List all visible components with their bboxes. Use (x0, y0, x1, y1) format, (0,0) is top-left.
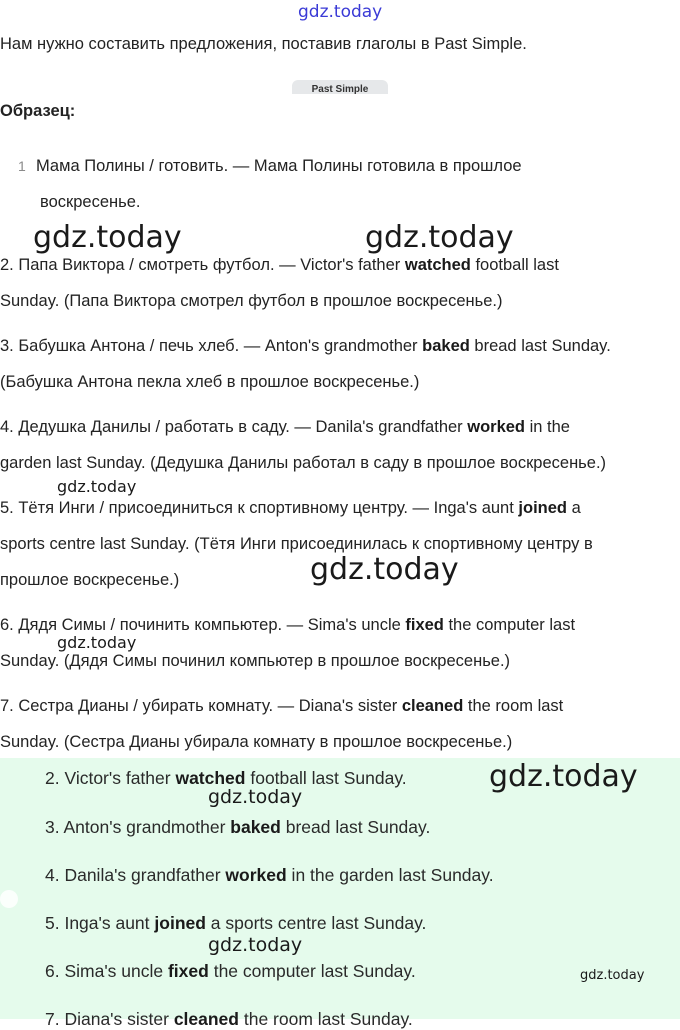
item-5-line-3: прошлое воскресенье.) (0, 571, 180, 589)
item-5-line-2: sports centre last Sunday. (Тётя Инги присоединилась к спортивному центру в (0, 535, 593, 553)
watermark-top: gdz.today (298, 2, 383, 22)
example-number: 1 (18, 158, 26, 174)
item-7-line-1: 7. Сестра Дианы / убирать комнату. — Diana's sister cleaned the room last (0, 697, 564, 715)
intro-text: Нам нужно составить предложения, поставив глаголы в Past Simple. (0, 35, 527, 53)
answer-2: 2. Victor's father watched football last Sunday. (45, 768, 407, 788)
answer-5: 5. Inga's aunt joined a sports centre last Sunday. (45, 913, 427, 933)
watermark: gdz.today (33, 220, 182, 255)
item-2-line-1: 2. Папа Виктора / смотреть футбол. — Victor's father watched football last (0, 256, 559, 274)
item-4-line-1: 4. Дедушка Данилы / работать в саду. — Danila's grandfather worked in the (0, 418, 570, 436)
watermark: gdz.today (57, 633, 137, 652)
item-5-line-1: 5. Тётя Инги / присоединиться к спортивному центру. — Inga's aunt joined a (0, 499, 581, 517)
watermark: gdz.today (310, 552, 459, 587)
item-3-line-2: (Бабушка Антона пекла хлеб в прошлое воскресенье.) (0, 373, 420, 391)
answer-3: 3. Anton's grandmother baked bread last Sunday. (45, 817, 431, 837)
play-icon[interactable] (0, 890, 18, 908)
watermark: gdz.today (57, 477, 137, 496)
watermark: gdz.today (208, 786, 303, 808)
item-6-line-1: 6. Дядя Симы / починить компьютер. — Sima's uncle fixed the computer last (0, 616, 576, 634)
answer-7: 7. Diana's sister cleaned the room last Sunday. (45, 1009, 413, 1029)
item-3-line-1: 3. Бабушка Антона / печь хлеб. — Anton's grandmother baked bread last Sunday. (0, 337, 611, 355)
example-line-1: Мама Полины / готовить. — Мама Полины готовила в прошлое (36, 157, 522, 175)
item-6-line-2: Sunday. (Дядя Симы починил компьютер в прошлое воскресенье.) (0, 652, 511, 670)
answer-6: 6. Sima's uncle fixed the computer last Sunday. (45, 961, 416, 981)
item-4-line-2: garden last Sunday. (Дедушка Данилы работал в саду в прошлое воскресенье.) (0, 454, 607, 472)
item-2-line-2: Sunday. (Папа Виктора смотрел футбол в прошлое воскресенье.) (0, 292, 503, 310)
item-7-line-2: Sunday. (Сестра Дианы убирала комнату в прошлое воскресенье.) (0, 733, 513, 751)
tab-label: Past Simple (311, 84, 369, 94)
watermark: gdz.today (208, 934, 303, 956)
watermark: gdz.today (580, 968, 645, 983)
watermark: gdz.today (365, 220, 514, 255)
example-line-2: воскресенье. (40, 193, 141, 211)
answer-4: 4. Danila's grandfather worked in the garden last Sunday. (45, 865, 494, 885)
past-simple-tab[interactable] (292, 80, 388, 94)
watermark: gdz.today (489, 759, 638, 794)
sample-label: Образец: (0, 102, 76, 120)
